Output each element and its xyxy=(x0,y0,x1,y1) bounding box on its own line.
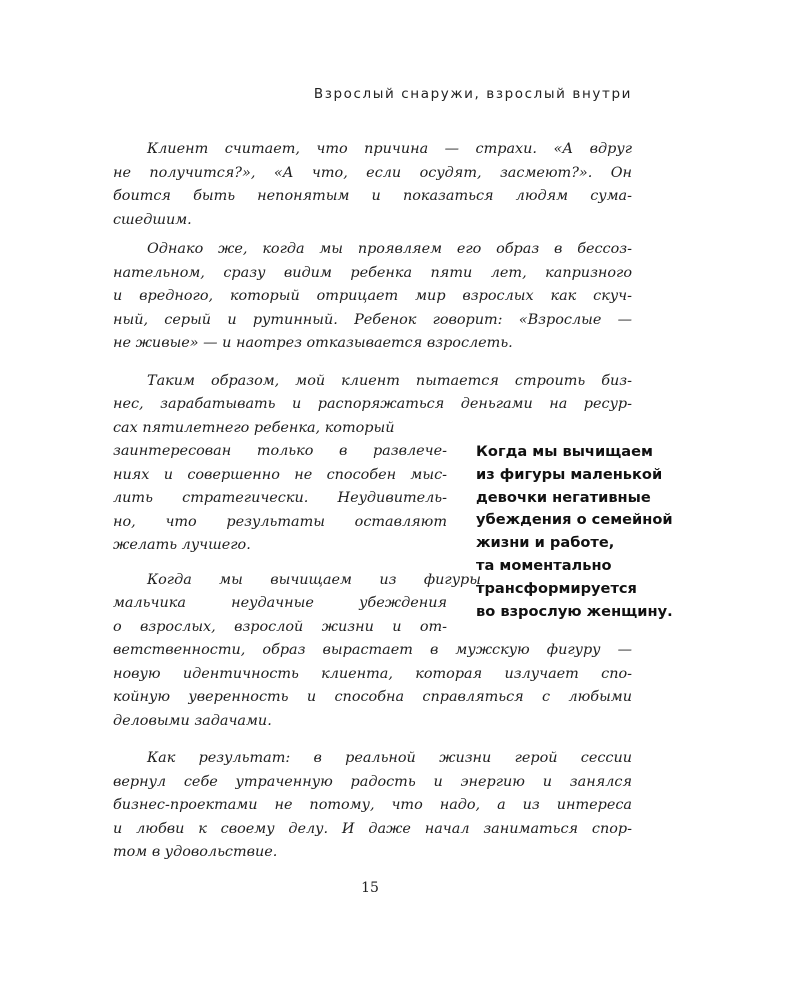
text-line: не живые» — и наотрез отказывается взрослеть. xyxy=(113,335,513,351)
text-line: мальчика неудачные убеждения xyxy=(113,595,447,611)
pull-quote-line: девочки негативные xyxy=(476,488,651,506)
pull-quote-line: из фигуры маленькой xyxy=(476,465,663,483)
text-line: бизнес-проектами не потому, что надо, а из интереса xyxy=(113,797,632,813)
text-line: желать лучшего. xyxy=(113,537,251,553)
pull-quote-line: жизни и работе, xyxy=(476,534,615,552)
text-line: Однако же, когда мы проявляем его образ в бессоз- xyxy=(147,241,632,257)
text-line: вернул себе утраченную радость и энергию и занялся xyxy=(113,773,632,790)
paragraph-1 xyxy=(113,138,632,232)
text-line: деловыми задачами. xyxy=(113,712,272,729)
running-header: Взрослый снаружи, взрослый внутри xyxy=(313,86,632,102)
page-number: 15 xyxy=(361,880,379,896)
text-line: Таким образом, мой клиент пытается строить биз- xyxy=(147,372,632,389)
pull-quote-line: во взрослую женщину. xyxy=(476,602,673,620)
text-line: заинтересован только в развлече- xyxy=(113,443,447,459)
pull-quote-line: убеждения о семейной xyxy=(476,511,673,529)
text-line: сшедшим. xyxy=(113,211,192,228)
text-line: койную уверенность и способна справляться с любыми xyxy=(113,689,632,705)
text-line: Как результат: в реальной жизни герой сессии xyxy=(147,750,632,766)
pull-quote xyxy=(476,441,716,623)
text-line: ный, серый и рутинный. Ребенок говорит: «Взрослые — xyxy=(113,311,632,328)
paragraph-5 xyxy=(113,747,632,865)
pull-quote-line: та моментально xyxy=(476,556,612,574)
text-line: нательном, сразу видим ребенка пяти лет, капризного xyxy=(113,264,632,281)
paragraph-2 xyxy=(113,238,632,356)
text-line: и вредного, который отрицает мир взрослых как скуч- xyxy=(113,288,632,304)
text-line: ниях и совершенно не способен мыс- xyxy=(113,466,447,483)
text-line: сах пятилетнего ребенка, который xyxy=(113,419,395,436)
text-line: том в удовольствие. xyxy=(113,844,278,860)
text-line: не получится?», «А что, если осудят, засмеют?». Он xyxy=(113,164,632,181)
text-line: боится быть непонятым и показаться людям сума- xyxy=(113,188,632,204)
text-line: Когда мы вычищаем из фигуры xyxy=(147,571,481,588)
pull-quote-line: трансформируется xyxy=(476,579,637,597)
text-line: но, что результаты оставляют xyxy=(113,513,447,530)
text-line: ветственности, образ вырастает в мужскую фигуру — xyxy=(113,642,632,658)
text-line: нес, зарабатывать и распоряжаться деньгами на ресур- xyxy=(113,396,632,412)
text-line: лить стратегически. Неудивитель- xyxy=(113,490,447,506)
pull-quote-line: Когда мы вычищаем xyxy=(476,443,653,460)
text-line: Клиент считает, что причина — страхи. «А вдруг xyxy=(147,141,632,157)
text-line: и любви к своему делу. И даже начал заниматься спор- xyxy=(113,820,632,837)
text-line: о взрослых, взрослой жизни и от- xyxy=(113,618,447,635)
text-line: новую идентичность клиента, которая излучает спо- xyxy=(113,665,632,682)
